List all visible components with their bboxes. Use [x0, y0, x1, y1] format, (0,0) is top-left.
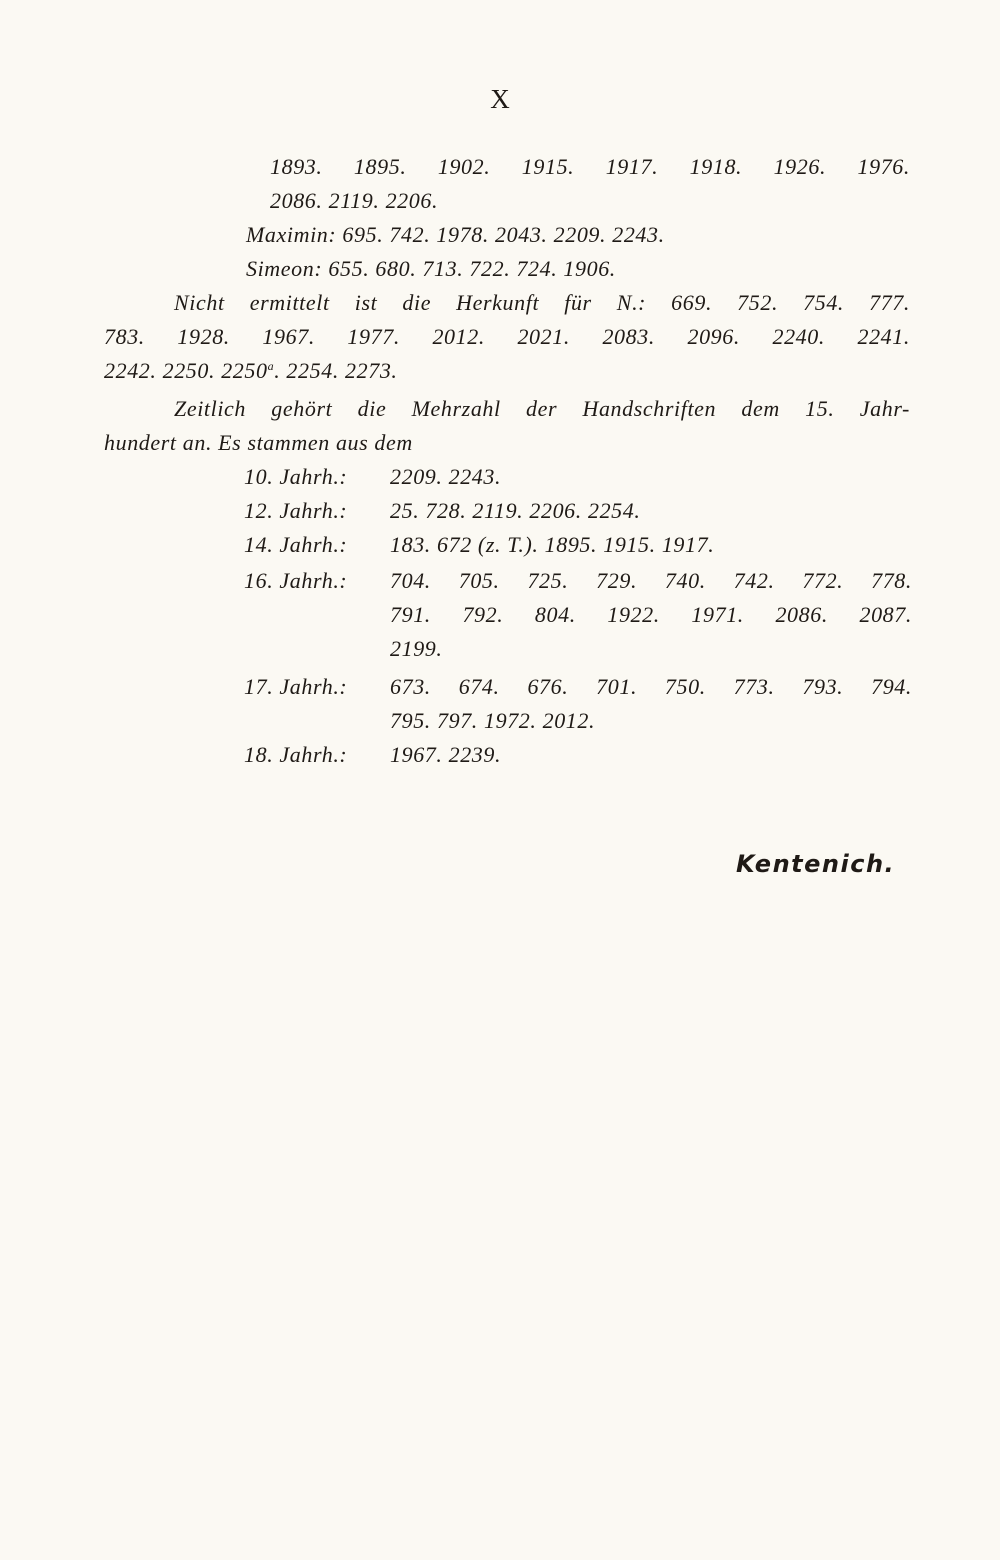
maximin-entry: Maximin: 695. 742. 1978. 2043. 2209. 2243.	[246, 222, 665, 247]
author-signature: Kentenich.	[736, 850, 896, 878]
century-numbers-row: 25. 728. 2119. 2206. 2254.	[390, 498, 641, 523]
century-numbers-row: 673. 674. 676. 701. 750. 773. 793. 794.	[390, 674, 912, 699]
century-label: 16. Jahrh.:	[244, 568, 348, 593]
nicht-ermittelt-line-2: 783. 1928. 1967. 1977. 2012. 2021. 2083. 2096. 2240. 2241.	[104, 324, 910, 349]
century-numbers	[390, 670, 912, 738]
century-numbers-row: 1967. 2239.	[390, 742, 502, 767]
century-numbers-row: 183. 672 (z. T.). 1895. 1915. 1917.	[390, 532, 715, 557]
century-numbers	[390, 738, 912, 772]
continuation-line-2: 2086. 2119. 2206.	[270, 188, 439, 213]
zeitlich-line-1: Zeitlich gehört die Mehrzahl der Handschriften dem 15. Jahr-	[174, 396, 910, 421]
century-numbers	[390, 564, 912, 666]
continuation-line-1: 1893. 1895. 1902. 1915. 1917. 1918. 1926. 1976.	[270, 154, 910, 179]
century-numbers-row: 2209. 2243.	[390, 464, 502, 489]
superscript-a: a	[267, 359, 275, 373]
century-numbers-row: 791. 792. 804. 1922. 1971. 2086. 2087.	[390, 602, 912, 627]
page-number: X	[490, 84, 510, 114]
century-numbers	[390, 528, 912, 562]
nicht-ermittelt-line-3-end: . 2254. 2273.	[274, 358, 398, 383]
nicht-ermittelt-line-1: Nicht ermittelt ist die Herkunft für N.: 669. 752. 754. 777.	[174, 290, 910, 315]
nicht-ermittelt-line-3-start: 2242. 2250. 2250	[104, 358, 268, 383]
century-label: 18. Jahrh.:	[244, 742, 348, 767]
century-numbers-row: 704. 705. 725. 729. 740. 742. 772. 778.	[390, 568, 912, 593]
century-numbers	[390, 460, 912, 494]
zeitlich-line-2: hundert an. Es stammen aus dem	[104, 430, 413, 455]
century-label: 17. Jahrh.:	[244, 674, 348, 699]
century-label: 14. Jahrh.:	[244, 532, 348, 557]
simeon-entry: Simeon: 655. 680. 713. 722. 724. 1906.	[246, 256, 616, 281]
century-numbers-row: 2199.	[390, 636, 443, 661]
century-label: 10. Jahrh.:	[244, 464, 348, 489]
nicht-ermittelt-line-3	[104, 354, 398, 388]
century-numbers	[390, 494, 912, 528]
century-numbers-row: 795. 797. 1972. 2012.	[390, 708, 596, 733]
century-label: 12. Jahrh.:	[244, 498, 348, 523]
